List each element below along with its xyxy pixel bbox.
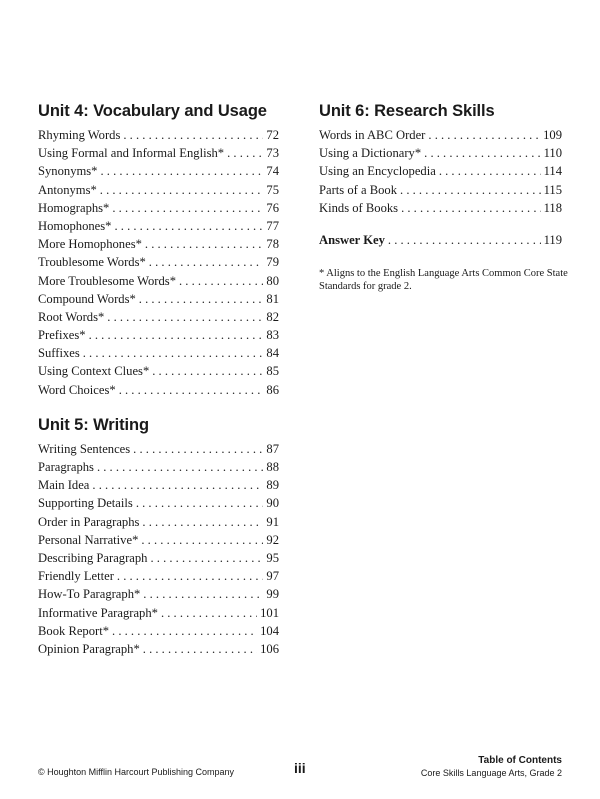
leader-dots bbox=[123, 126, 263, 144]
leader-dots bbox=[424, 144, 540, 162]
toc-entry-page: 91 bbox=[266, 514, 279, 529]
leader-dots bbox=[143, 585, 263, 603]
leader-dots bbox=[97, 458, 263, 476]
toc-entry-page: 73 bbox=[266, 146, 279, 161]
toc-entry-page: 83 bbox=[266, 328, 279, 343]
toc-entry-label: Using Formal and Informal English* bbox=[38, 146, 225, 161]
unit-4-heading: Unit 4: Vocabulary and Usage bbox=[38, 102, 267, 120]
toc-entry-label: Using Context Clues* bbox=[38, 364, 150, 379]
leader-dots bbox=[139, 290, 264, 308]
toc-entry bbox=[38, 326, 279, 344]
section-title: Table of Contents bbox=[478, 755, 562, 766]
toc-entry bbox=[38, 567, 279, 585]
leader-dots bbox=[152, 362, 263, 380]
toc-entry-page: 81 bbox=[266, 291, 279, 306]
toc-entry-page: 92 bbox=[266, 532, 279, 547]
toc-entry-page: 115 bbox=[543, 182, 562, 197]
toc-entry-label: Prefixes* bbox=[38, 328, 86, 343]
toc-entry-label: Order in Paragraphs bbox=[38, 514, 140, 529]
toc-entry-label: Rhyming Words bbox=[38, 128, 121, 142]
toc-entry-label: Personal Narrative* bbox=[38, 532, 139, 547]
leader-dots bbox=[114, 217, 263, 235]
toc-entry bbox=[38, 640, 279, 658]
toc-entry bbox=[38, 604, 279, 622]
toc-entry-label: Troublesome Words* bbox=[38, 255, 146, 270]
left-column bbox=[38, 102, 279, 658]
answer-key-label: Answer Key bbox=[319, 232, 385, 247]
toc-entry bbox=[38, 494, 279, 512]
toc-entry bbox=[38, 181, 279, 199]
leader-dots bbox=[100, 162, 263, 180]
leader-dots bbox=[179, 272, 263, 290]
toc-entry bbox=[38, 308, 279, 326]
toc-entry bbox=[38, 362, 279, 380]
toc-entry bbox=[319, 181, 562, 199]
toc-entry-label: Using an Encyclopedia bbox=[319, 164, 436, 179]
answer-key-entry bbox=[319, 231, 562, 249]
toc-entry-label: Supporting Details bbox=[38, 496, 133, 511]
toc-entry-label: Kinds of Books bbox=[319, 200, 399, 215]
toc-entry-label: Parts of a Book bbox=[319, 182, 398, 197]
leader-dots bbox=[141, 531, 263, 549]
toc-entry bbox=[319, 199, 562, 217]
toc-entry-page: 78 bbox=[266, 237, 279, 252]
toc-entry-page: 75 bbox=[266, 182, 279, 197]
toc-entry-page: 79 bbox=[266, 255, 279, 270]
toc-entry-label: Root Words* bbox=[38, 309, 105, 324]
toc-entry-label: Main Idea bbox=[38, 478, 90, 493]
toc-entry-label: Friendly Letter bbox=[38, 569, 114, 584]
toc-entry bbox=[38, 585, 279, 603]
right-column bbox=[319, 102, 568, 293]
toc-entry-page: 82 bbox=[266, 309, 279, 324]
toc-entry bbox=[319, 162, 562, 180]
unit-4-entries bbox=[38, 126, 279, 399]
toc-entry-page: 104 bbox=[260, 623, 279, 638]
unit-5-heading: Unit 5: Writing bbox=[38, 415, 149, 434]
toc-entry bbox=[38, 440, 279, 458]
toc-entry-page: 109 bbox=[543, 128, 562, 142]
leader-dots bbox=[401, 199, 540, 217]
leader-dots bbox=[136, 494, 264, 512]
toc-entry-label: More Homophones* bbox=[38, 237, 142, 252]
toc-entry-page: 86 bbox=[266, 382, 279, 397]
toc-entry bbox=[38, 126, 279, 144]
toc-entry-page: 72 bbox=[266, 128, 279, 142]
toc-entry bbox=[38, 476, 279, 494]
toc-entry-label: Using a Dictionary* bbox=[319, 146, 422, 161]
leader-dots bbox=[112, 622, 257, 640]
toc-entry-page: 90 bbox=[266, 496, 279, 511]
toc-entry-label: Writing Sentences bbox=[38, 441, 131, 456]
toc-entry-label: Antonyms* bbox=[38, 182, 97, 197]
leader-dots bbox=[150, 549, 263, 567]
toc-entry-page: 88 bbox=[266, 460, 279, 474]
footnote: * Aligns to the English Language Arts Common Core State Standards for grade 2. bbox=[319, 268, 568, 293]
toc-entry-label: Words in ABC Order bbox=[319, 128, 426, 142]
toc-entry-page: 99 bbox=[266, 587, 279, 602]
unit-6-entries bbox=[319, 126, 562, 217]
toc-entry-page: 85 bbox=[266, 364, 279, 379]
leader-dots bbox=[112, 199, 263, 217]
toc-entry-page: 95 bbox=[266, 550, 279, 565]
toc-entry-label: Synonyms* bbox=[38, 164, 98, 179]
toc-entry bbox=[38, 344, 279, 362]
book-title: Core Skills Language Arts, Grade 2 bbox=[420, 768, 562, 778]
leader-dots bbox=[100, 181, 264, 199]
leader-dots bbox=[149, 253, 264, 271]
toc-entry bbox=[38, 531, 279, 549]
leader-dots bbox=[400, 181, 541, 199]
toc-entry-label: Informative Paragraph* bbox=[38, 605, 158, 620]
toc-entry bbox=[38, 549, 279, 567]
toc-entry-page: 89 bbox=[266, 478, 279, 493]
leader-dots bbox=[89, 326, 264, 344]
toc-entry-label: How-To Paragraph* bbox=[38, 587, 141, 602]
toc-entry bbox=[38, 290, 279, 308]
toc-entry-page: 77 bbox=[266, 218, 279, 233]
toc-entry-label: Homographs* bbox=[38, 200, 110, 215]
answer-key-page: 119 bbox=[543, 232, 562, 247]
leader-dots bbox=[92, 476, 263, 494]
leader-dots bbox=[145, 235, 264, 253]
toc-entry bbox=[38, 162, 279, 180]
leader-dots bbox=[161, 604, 257, 622]
toc-entry-page: 118 bbox=[543, 200, 562, 215]
leader-dots bbox=[133, 440, 263, 458]
toc-entry bbox=[38, 381, 279, 399]
toc-entry bbox=[319, 144, 562, 162]
toc-entry-label: Homophones* bbox=[38, 218, 112, 233]
toc-entry bbox=[38, 513, 279, 531]
toc-entry bbox=[38, 217, 279, 235]
toc-entry bbox=[38, 458, 279, 476]
unit-6-heading: Unit 6: Research Skills bbox=[319, 102, 495, 120]
toc-entry-page: 106 bbox=[260, 641, 279, 656]
toc-entry-page: 97 bbox=[266, 569, 279, 584]
leader-dots bbox=[428, 126, 540, 144]
unit-5-entries bbox=[38, 440, 279, 658]
footer-titles bbox=[421, 755, 562, 779]
toc-entry-page: 87 bbox=[266, 441, 279, 456]
leader-dots bbox=[117, 567, 264, 585]
toc-entry-label: Book Report* bbox=[38, 623, 110, 638]
toc-entry-page: 76 bbox=[266, 200, 279, 215]
toc-entry bbox=[38, 622, 279, 640]
leader-dots bbox=[119, 381, 264, 399]
leader-dots bbox=[388, 231, 541, 249]
toc-entry-page: 114 bbox=[543, 164, 562, 179]
toc-entry-label: Describing Paragraph bbox=[38, 550, 148, 565]
toc-entry bbox=[38, 199, 279, 217]
leader-dots bbox=[143, 640, 257, 658]
leader-dots bbox=[142, 513, 263, 531]
toc-entry-page: 84 bbox=[266, 346, 279, 361]
leader-dots bbox=[83, 344, 264, 362]
leader-dots bbox=[107, 308, 263, 326]
toc-entry-page: 80 bbox=[266, 273, 279, 288]
toc-entry-page: 101 bbox=[260, 605, 279, 620]
spacer bbox=[319, 217, 562, 231]
toc-entry bbox=[319, 126, 562, 144]
toc-entry-page: 74 bbox=[266, 164, 279, 179]
toc-entry-label: Word Choices* bbox=[38, 382, 116, 397]
toc-entry bbox=[38, 253, 279, 271]
toc-entry-label: Suffixes bbox=[38, 346, 80, 361]
toc-entry-label: More Troublesome Words* bbox=[38, 273, 176, 288]
toc-entry bbox=[38, 144, 279, 162]
toc-entry-label: Compound Words* bbox=[38, 291, 136, 306]
leader-dots bbox=[439, 162, 541, 180]
toc-entry-label: Paragraphs bbox=[38, 460, 94, 474]
toc-entry bbox=[38, 235, 279, 253]
toc-entry-page: 110 bbox=[543, 146, 562, 161]
page-number: iii bbox=[294, 760, 306, 776]
copyright-notice: © Houghton Mifflin Harcourt Publishing Company bbox=[38, 767, 235, 777]
leader-dots bbox=[227, 144, 263, 162]
toc-entry-label: Opinion Paragraph* bbox=[38, 641, 140, 656]
toc-entry bbox=[38, 272, 279, 290]
